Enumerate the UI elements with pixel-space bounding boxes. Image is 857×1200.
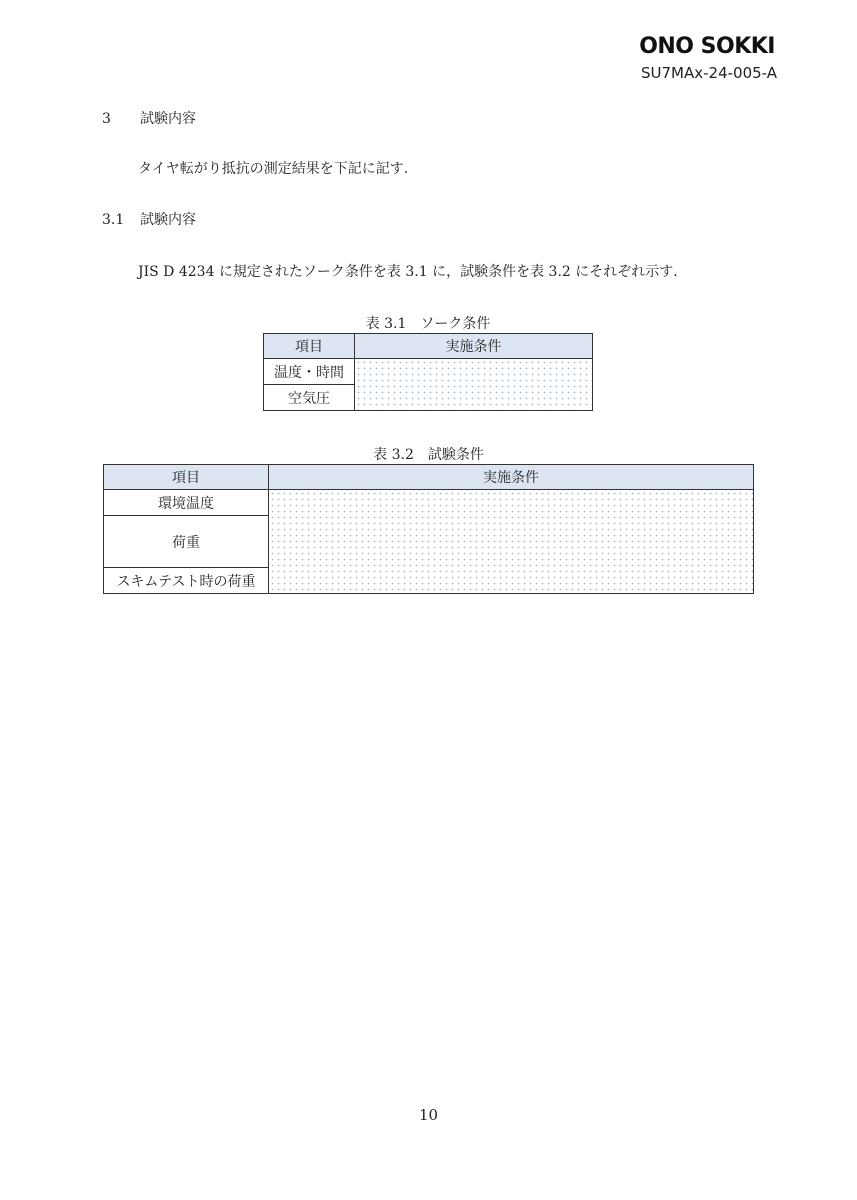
section-3-1-body: JIS D 4234 に規定されたソーク条件を表 3.1 に，試験条件を表 3.2 にそれぞれ示す.	[138, 264, 678, 280]
company-logo: ONO SOKKI	[639, 34, 775, 59]
section-3-heading	[102, 108, 196, 128]
table-row-label: スキムテスト時の荷重	[104, 568, 269, 594]
column-header-item: 項目	[264, 334, 355, 359]
table-row-label: 温度・時間	[264, 359, 355, 385]
table-row-label: 荷重	[104, 516, 269, 568]
table-3-2	[103, 464, 754, 594]
section-title: 試験内容	[140, 111, 196, 127]
table-3-1	[263, 333, 593, 411]
page-number: 10	[418, 1106, 439, 1124]
conditions-cell	[269, 490, 754, 594]
section-number: 3.1	[102, 212, 125, 228]
table-3-2-caption: 表 3.2 試験条件	[373, 447, 484, 463]
column-header-conditions: 実施条件	[355, 334, 593, 359]
section-title: 試験内容	[140, 212, 196, 228]
conditions-cell	[355, 359, 593, 411]
section-number: 3	[102, 111, 111, 127]
document-id: SU7MAx-24-005-A	[640, 64, 777, 82]
column-header-item: 項目	[104, 465, 269, 490]
table-row-label: 環境温度	[104, 490, 269, 516]
table-3-1-caption: 表 3.1 ソーク条件	[365, 316, 491, 332]
table-row-label: 空気圧	[264, 385, 355, 411]
section-3-1-heading	[102, 209, 196, 229]
section-3-body: タイヤ転がり抵抗の測定結果を下記に記す.	[138, 161, 409, 177]
column-header-conditions: 実施条件	[269, 465, 754, 490]
